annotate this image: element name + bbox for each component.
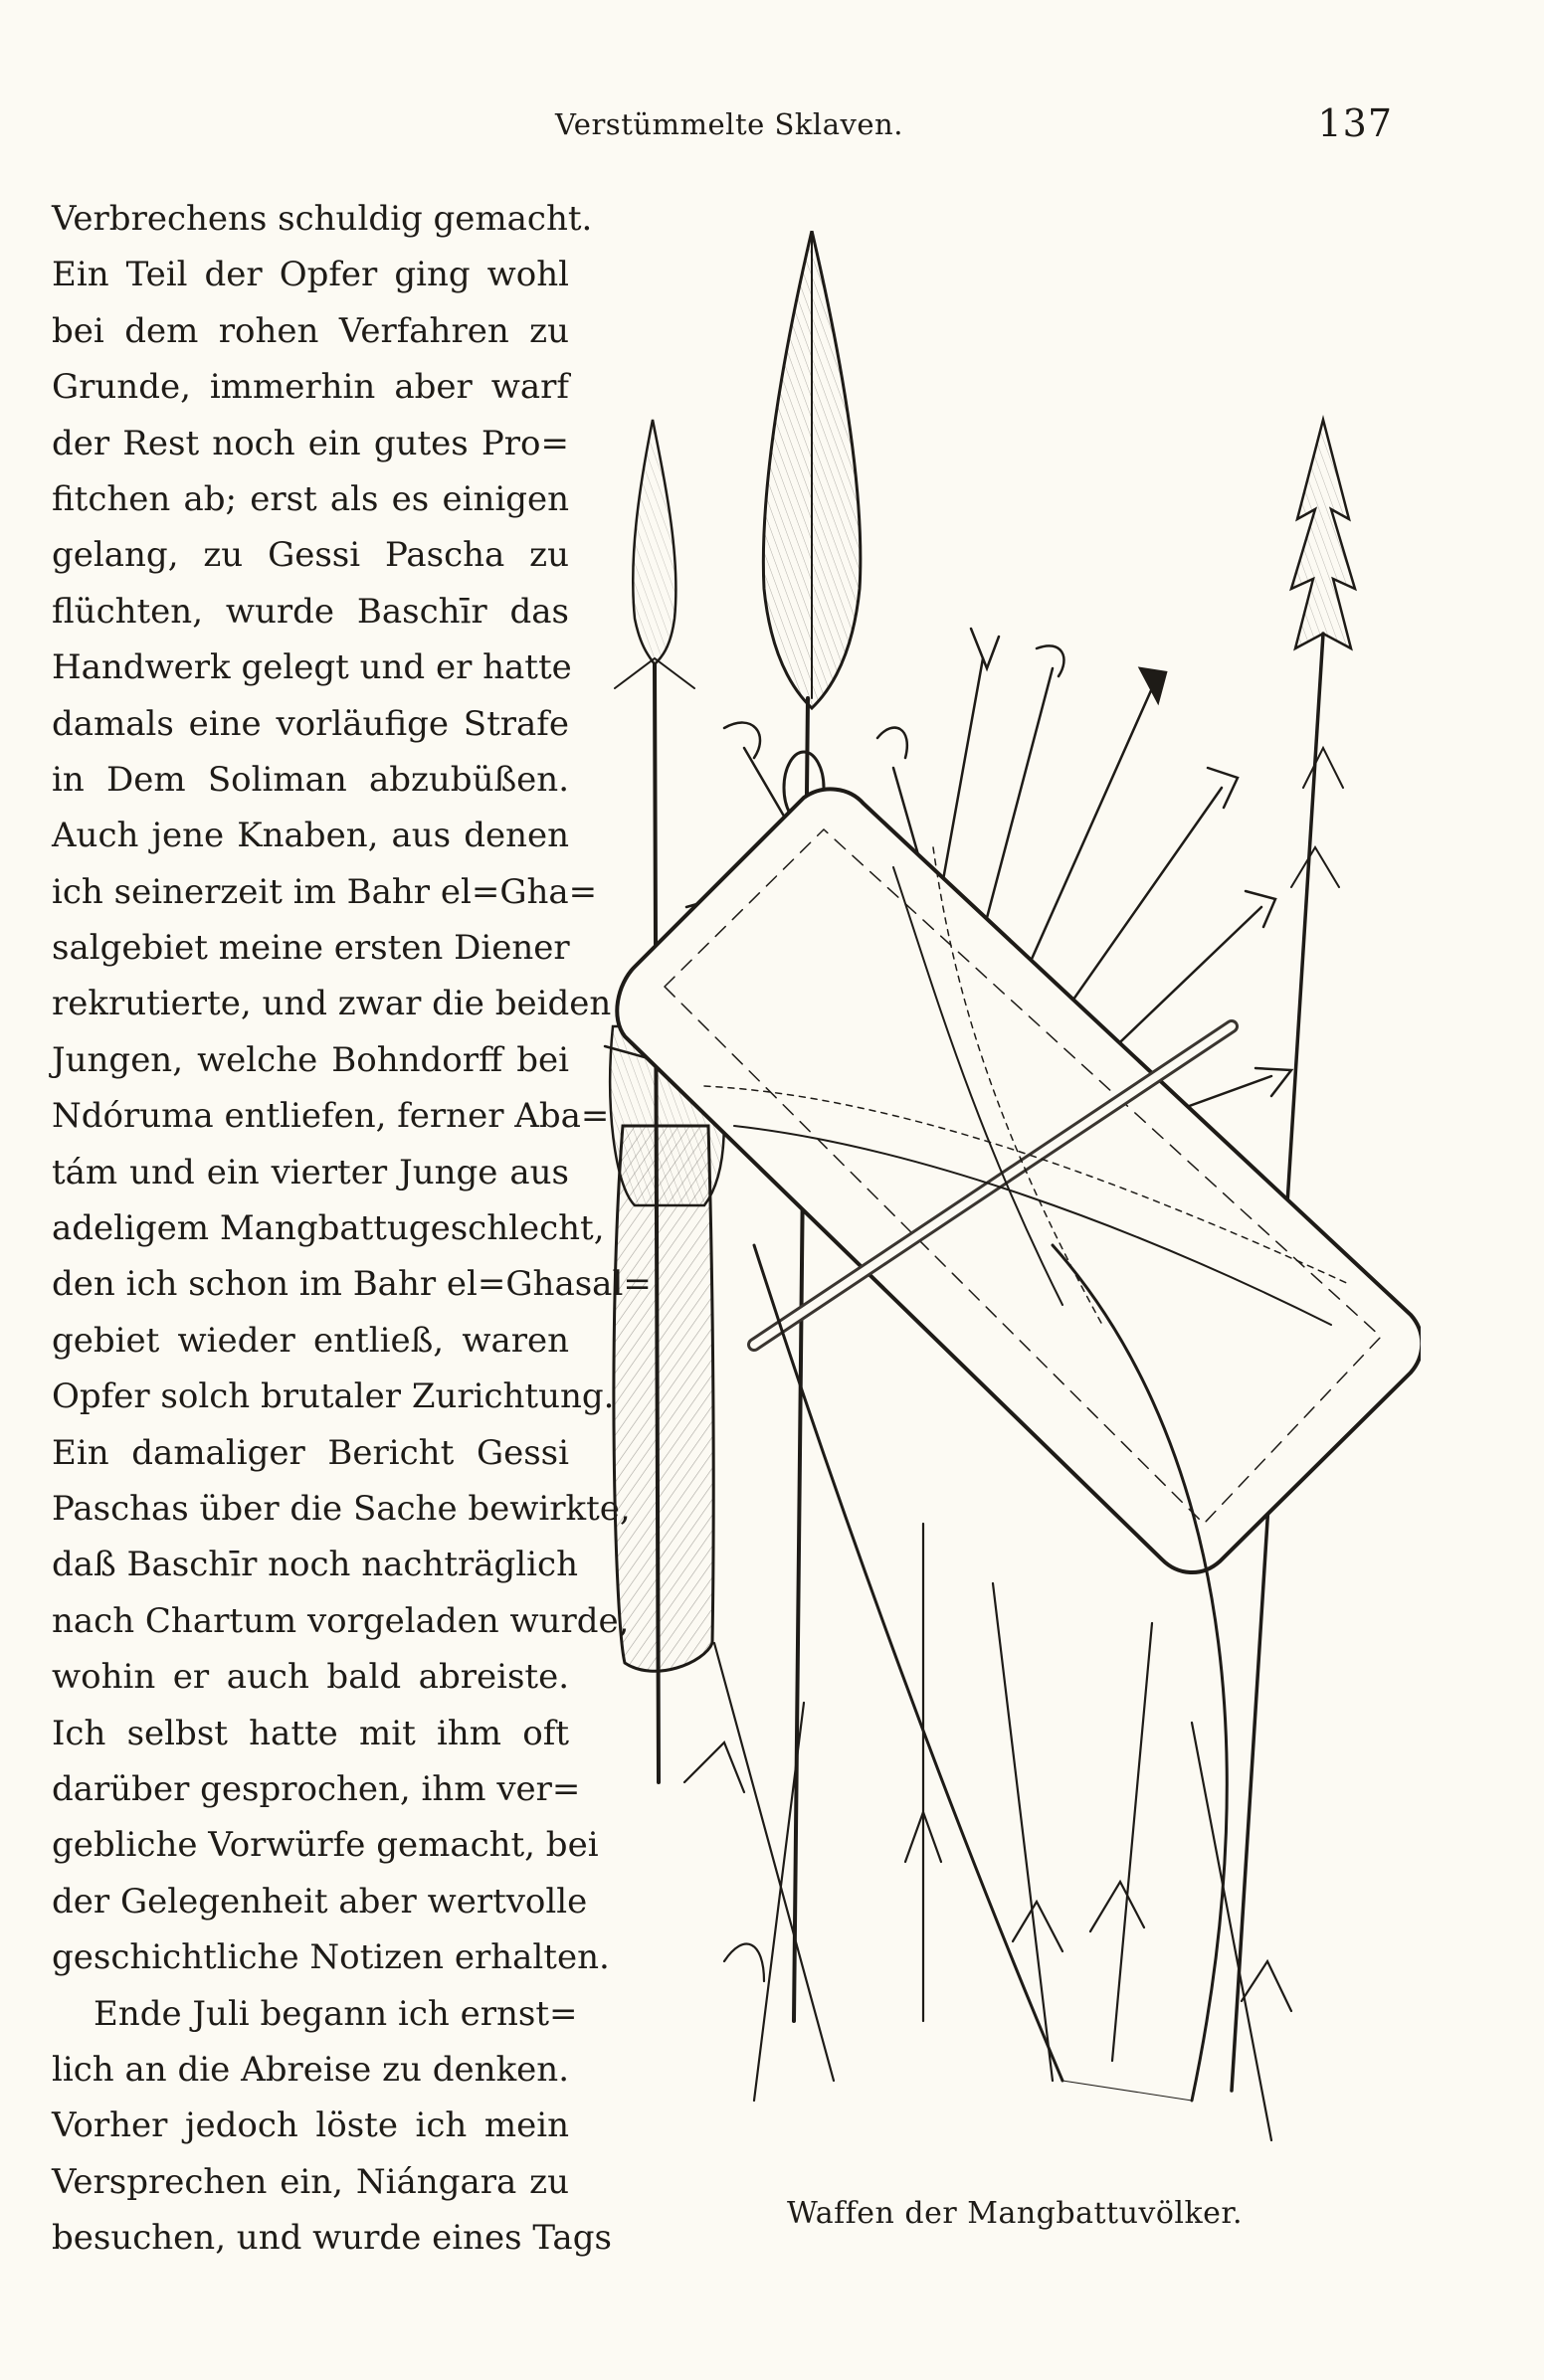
text-line: gebliche Vorwürfe gemacht, bei xyxy=(52,1825,599,1866)
text-line: gelang, zu Gessi Pascha zu xyxy=(52,535,569,576)
text-line: adeligem Mangbattugeschlecht, xyxy=(52,1208,605,1249)
page-number: 137 xyxy=(1317,101,1393,145)
text-line: fitchen ab; erst als es einigen xyxy=(52,478,569,519)
text-line: Grunde, immerhin aber warf xyxy=(52,367,569,408)
text-line: Paschas über die Sache bewirkte, xyxy=(52,1488,631,1529)
shield xyxy=(617,789,1421,1572)
text-line: geschichtliche Notizen erhalten. xyxy=(52,1937,610,1978)
text-line: Ein damaliger Bericht Gessi xyxy=(52,1432,569,1473)
text-line: besuchen, und wurde eines Tags xyxy=(52,2218,612,2259)
text-line: lich an die Abreise zu denken. xyxy=(52,2049,569,2090)
text-line: salgebiet meine ersten Diener xyxy=(52,928,570,969)
text-line: Ein Teil der Opfer ging wohl xyxy=(52,255,569,295)
running-title: Verstümmelte Sklaven. xyxy=(555,107,903,141)
text-line: Ndóruma entliefen, ferner Aba= xyxy=(52,1096,610,1137)
text-line: gebiet wieder entließ, waren xyxy=(52,1320,569,1361)
lower-arrows xyxy=(684,1524,1291,2140)
text-line: darüber gesprochen, ihm ver= xyxy=(52,1768,581,1809)
text-line: Handwerk gelegt und er hatte xyxy=(52,647,572,688)
text-line: der Rest noch ein gutes Pro= xyxy=(52,423,569,463)
text-line: Jungen, welche Bohndorff bei xyxy=(52,1039,569,1080)
text-line: tám und ein vierter Junge aus xyxy=(52,1152,569,1192)
text-line: Ende Juli begann ich ernst= xyxy=(94,1993,578,2034)
text-line: Auch jene Knaben, aus denen xyxy=(52,816,569,856)
text-line: Opfer solch brutaler Zurichtung. xyxy=(52,1376,615,1417)
figure-caption: Waffen der Mangbattuvölker. xyxy=(786,2196,1244,2231)
text-line: Ich selbst hatte mit ihm oft xyxy=(52,1713,569,1753)
text-line: Versprechen ein, Niángara zu xyxy=(52,2161,569,2202)
text-line: Verbrechens schuldig gemacht. xyxy=(52,199,593,239)
text-line: daß Baschīr noch nachträglich xyxy=(52,1545,578,1585)
weapons-illustration xyxy=(595,231,1421,2192)
text-line: Vorher jedoch löste ich mein xyxy=(52,2105,569,2146)
body-text xyxy=(52,191,652,2266)
running-head xyxy=(537,99,1393,155)
text-line: ich seinerzeit im Bahr el=Gha= xyxy=(52,871,598,912)
text-line: in Dem Soliman abzubüßen. xyxy=(52,759,569,800)
text-line: wohin er auch bald abreiste. xyxy=(52,1657,569,1698)
text-line: damals eine vorläufige Strafe xyxy=(52,703,569,744)
club xyxy=(610,1026,724,1671)
text-line: der Gelegenheit aber wertvolle xyxy=(52,1881,588,1922)
weapons-drawing xyxy=(595,231,1421,2192)
text-line: nach Chartum vorgeladen wurde, xyxy=(52,1600,630,1641)
text-line: rekrutierte, und zwar die beiden xyxy=(52,984,612,1024)
text-line: bei dem rohen Verfahren zu xyxy=(52,310,569,351)
text-line: flüchten, wurde Baschīr das xyxy=(52,591,569,632)
text-line: den ich schon im Bahr el=Ghasal= xyxy=(52,1264,652,1305)
